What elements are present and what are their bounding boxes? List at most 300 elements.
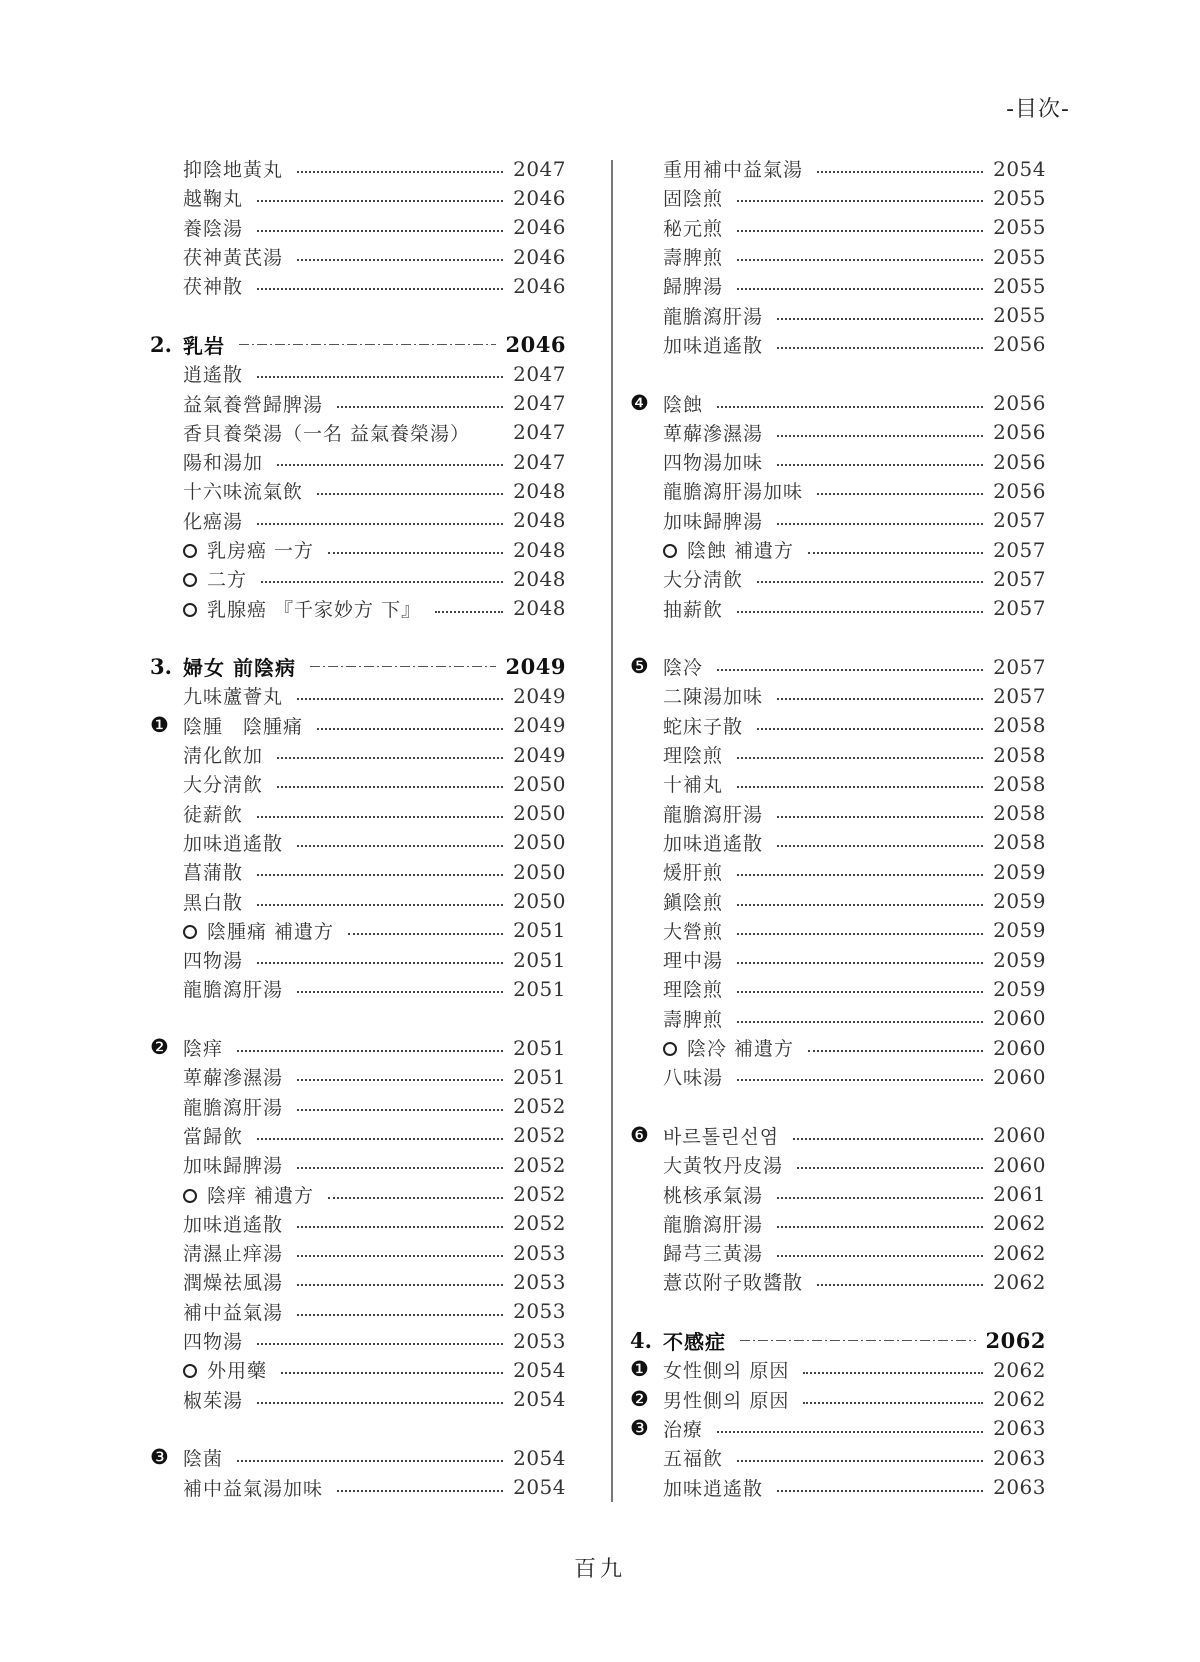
dot-leader xyxy=(797,1166,983,1169)
toc-entry[interactable] xyxy=(630,740,1046,769)
entry-label-wrap xyxy=(183,477,303,504)
toc-entry[interactable] xyxy=(630,857,1046,886)
dot-leader xyxy=(737,287,983,290)
toc-entry[interactable] xyxy=(150,447,566,476)
dot-leader xyxy=(817,492,983,495)
toc-entry[interactable] xyxy=(630,300,1046,329)
toc-entry[interactable] xyxy=(630,1179,1046,1208)
dot-leader xyxy=(257,903,503,906)
entry-label-wrap xyxy=(183,1298,283,1325)
page-ref: 2057 xyxy=(993,596,1046,621)
entry-title: 大分淸飮 xyxy=(663,569,744,592)
dot-leader xyxy=(297,1225,503,1228)
entry-title: 五福飮 xyxy=(663,1448,724,1471)
page-ref: 2049 xyxy=(513,742,566,767)
numbered-circle-icon: ❶ xyxy=(150,712,169,737)
dot-leader xyxy=(257,375,503,378)
entry-title: 龍膽瀉肝湯 xyxy=(663,803,764,826)
entry-label-wrap xyxy=(663,331,763,358)
toc-subsection[interactable] xyxy=(150,1033,566,1062)
entry-label-wrap xyxy=(663,1034,794,1061)
page-ref: 2046 xyxy=(513,244,566,269)
entry-label-wrap xyxy=(663,946,723,973)
entry-title: 女性側의 原因 xyxy=(663,1360,790,1383)
toc-entry[interactable] xyxy=(630,799,1046,828)
toc-subsection[interactable] xyxy=(630,388,1046,417)
dot-leader xyxy=(257,1401,503,1404)
dot-leader xyxy=(257,287,503,290)
dot-leader xyxy=(281,1371,503,1374)
entry-label-wrap xyxy=(183,330,225,359)
entry-label-wrap xyxy=(663,1122,779,1149)
entry-label-wrap xyxy=(183,1210,283,1237)
entry-title: 加味逍遙散 xyxy=(663,1477,764,1500)
toc-entry[interactable] xyxy=(150,1121,566,1150)
toc-subsection[interactable] xyxy=(630,652,1046,681)
toc-entry[interactable] xyxy=(630,711,1046,740)
numbered-circle-icon: ❷ xyxy=(630,1386,649,1411)
page-ref: 2052 xyxy=(513,1123,566,1148)
page-ref: 2062 xyxy=(993,1211,1046,1236)
entry-label-wrap xyxy=(663,477,803,504)
entry-title: 椒茱湯 xyxy=(183,1389,244,1412)
dot-leader xyxy=(777,844,983,847)
toc-entry[interactable] xyxy=(150,1150,566,1179)
entry-title: 四物湯 xyxy=(183,1331,244,1354)
dot-leader xyxy=(297,1313,503,1316)
entry-label-wrap xyxy=(183,1327,243,1354)
entry-label-wrap xyxy=(183,946,243,973)
entry-label-wrap xyxy=(183,829,283,856)
entry-label-wrap xyxy=(663,770,723,797)
entry-title: 越鞠丸 xyxy=(183,188,244,211)
toc-entry[interactable] xyxy=(150,916,566,945)
entry-label-wrap xyxy=(183,272,243,299)
entry-title: 煖肝煎 xyxy=(663,862,724,885)
entry-title: 龍膽瀉肝湯加味 xyxy=(663,481,804,504)
entry-label-wrap xyxy=(663,1239,763,1266)
toc-entry[interactable] xyxy=(150,242,566,271)
entry-title: 바르톨린선염 xyxy=(663,1125,780,1148)
dot-leader xyxy=(317,727,503,730)
entry-title: 香貝養榮湯（一名 益氣養榮湯） xyxy=(183,422,471,445)
toc-entry[interactable] xyxy=(630,1472,1046,1501)
dot-leader xyxy=(277,463,503,466)
toc-entry[interactable] xyxy=(630,213,1046,242)
page-ref: 2055 xyxy=(993,244,1046,269)
dot-leader xyxy=(757,727,983,730)
toc-entry[interactable] xyxy=(630,476,1046,505)
entry-title: 茯神散 xyxy=(183,276,244,299)
dot-leader xyxy=(717,668,983,671)
page-ref: 2055 xyxy=(993,303,1046,328)
entry-title: 外用藥 xyxy=(207,1360,268,1383)
entry-label-wrap xyxy=(663,243,723,270)
page-ref: 2048 xyxy=(513,537,566,562)
spacer xyxy=(150,300,566,329)
toc-entry[interactable] xyxy=(630,183,1046,212)
dot-leader xyxy=(257,229,503,232)
entry-label-wrap xyxy=(183,652,296,681)
entry-label-wrap xyxy=(183,770,263,797)
entry-label-wrap xyxy=(663,184,723,211)
toc-entry[interactable] xyxy=(150,769,566,798)
toc-entry[interactable] xyxy=(150,799,566,828)
entry-label-wrap xyxy=(663,390,703,417)
dot-leader xyxy=(777,815,983,818)
page-ref: 2047 xyxy=(513,391,566,416)
page-ref: 2058 xyxy=(993,713,1046,738)
entry-label-wrap xyxy=(663,829,763,856)
entry-label-wrap xyxy=(183,1034,223,1061)
toc-section-heading[interactable] xyxy=(630,1326,1046,1355)
page-ref: 2052 xyxy=(513,1211,566,1236)
toc-entry[interactable] xyxy=(150,213,566,242)
toc-entry[interactable] xyxy=(150,740,566,769)
page-ref: 2060 xyxy=(993,1152,1046,1177)
entry-label-wrap xyxy=(183,1444,223,1471)
entry-label-wrap xyxy=(663,1444,723,1471)
entry-title: 大分淸飮 xyxy=(183,774,264,797)
entry-title: 潤燥祛風湯 xyxy=(183,1272,284,1295)
toc-entry[interactable] xyxy=(150,476,566,505)
page-ref: 2047 xyxy=(513,156,566,181)
hollow-circle-bullet-icon xyxy=(183,925,197,939)
toc-entry[interactable] xyxy=(150,593,566,622)
dot-leader xyxy=(297,990,503,993)
dot-leader xyxy=(793,1137,983,1140)
page-ref: 2055 xyxy=(993,185,1046,210)
toc-entry[interactable] xyxy=(630,330,1046,359)
page-ref: 2057 xyxy=(993,683,1046,708)
dot-leader xyxy=(257,873,503,876)
entry-label-wrap xyxy=(183,390,323,417)
entry-label-wrap xyxy=(663,1415,703,1442)
toc-entry[interactable] xyxy=(150,1179,566,1208)
dot-leader xyxy=(737,1078,983,1081)
page-ref: 2047 xyxy=(513,449,566,474)
page-ref: 2060 xyxy=(993,1006,1046,1031)
page-ref: 2059 xyxy=(993,947,1046,972)
entry-title: 養陰湯 xyxy=(183,217,244,240)
toc-entry[interactable] xyxy=(150,359,566,388)
dot-leader xyxy=(297,258,503,261)
toc-subsection[interactable] xyxy=(150,1443,566,1472)
page-ref: 2061 xyxy=(993,1182,1046,1207)
toc-subsection[interactable] xyxy=(630,1414,1046,1443)
toc-entry[interactable] xyxy=(630,769,1046,798)
toc-entry[interactable] xyxy=(630,154,1046,183)
spacer xyxy=(150,623,566,652)
toc-section-heading[interactable] xyxy=(150,330,566,359)
entry-title: 四物湯 xyxy=(183,950,244,973)
entry-label-wrap xyxy=(183,243,283,270)
toc-entry[interactable] xyxy=(150,828,566,857)
entry-label-wrap xyxy=(663,975,723,1002)
toc-entry[interactable] xyxy=(150,564,566,593)
toc-entry[interactable] xyxy=(150,506,566,535)
entry-title: 蛇床子散 xyxy=(663,715,744,738)
dot-leader xyxy=(435,610,503,613)
toc-entry[interactable] xyxy=(150,1355,566,1384)
entry-title: 鎭陰煎 xyxy=(663,891,724,914)
toc-entry[interactable] xyxy=(630,242,1046,271)
entry-label-wrap xyxy=(663,272,723,299)
entry-title: 陰菌 xyxy=(183,1448,224,1471)
entry-label-wrap xyxy=(663,1326,726,1355)
dot-leader xyxy=(328,551,503,554)
entry-title: 陰冷 補遺方 xyxy=(687,1038,795,1061)
section-number: 2. xyxy=(150,331,172,357)
toc-section-heading[interactable] xyxy=(150,652,566,681)
entry-title: 治療 xyxy=(663,1418,704,1441)
page-ref: 2057 xyxy=(993,566,1046,591)
toc-entry[interactable] xyxy=(630,828,1046,857)
page-ref: 2050 xyxy=(513,801,566,826)
toc-entry[interactable] xyxy=(150,388,566,417)
toc-entry[interactable] xyxy=(630,1267,1046,1296)
toc-subsection[interactable] xyxy=(630,1384,1046,1413)
dot-leader xyxy=(777,522,983,525)
toc-entry[interactable] xyxy=(150,1062,566,1091)
spacer xyxy=(150,1004,566,1033)
toc-entry[interactable] xyxy=(630,593,1046,622)
toc-entry[interactable] xyxy=(150,1472,566,1501)
dot-leader xyxy=(717,405,983,408)
toc-entry[interactable] xyxy=(150,1297,566,1326)
dot-leader xyxy=(737,756,983,759)
entry-title: 陰蝕 xyxy=(663,393,704,416)
toc-subsection[interactable] xyxy=(150,711,566,740)
toc-entry[interactable] xyxy=(150,154,566,183)
entry-title: 大營煎 xyxy=(663,920,724,943)
page-ref: 2062 xyxy=(993,1387,1046,1412)
toc-entry[interactable] xyxy=(630,945,1046,974)
entry-title: 益氣養營歸脾湯 xyxy=(183,393,324,416)
dot-leader xyxy=(777,317,983,320)
page-ref: 2052 xyxy=(513,1182,566,1207)
toc-subsection[interactable] xyxy=(630,1355,1046,1384)
page-ref: 2046 xyxy=(513,185,566,210)
entry-title: 菖蒲散 xyxy=(183,862,244,885)
toc-entry[interactable] xyxy=(150,1238,566,1267)
entry-title: 淸化飮加 xyxy=(183,745,264,768)
toc-subsection[interactable] xyxy=(630,1121,1046,1150)
toc-entry[interactable] xyxy=(630,1150,1046,1179)
entry-title: 固陰煎 xyxy=(663,188,724,211)
toc-right-column xyxy=(630,154,1046,1502)
entry-title: 抑陰地黃丸 xyxy=(183,159,284,182)
page-ref: 2050 xyxy=(513,830,566,855)
entry-label-wrap xyxy=(663,1474,763,1501)
entry-title: 理陰煎 xyxy=(663,979,724,1002)
dot-leader xyxy=(777,1225,983,1228)
spacer xyxy=(630,359,1046,388)
entry-label-wrap xyxy=(183,1122,243,1149)
toc-entry[interactable] xyxy=(150,1267,566,1296)
page-ref: 2059 xyxy=(993,976,1046,1001)
entry-title: 加味逍遙散 xyxy=(183,832,284,855)
entry-label-wrap xyxy=(183,360,243,387)
hollow-circle-bullet-icon xyxy=(183,1189,197,1203)
toc-entry[interactable] xyxy=(150,945,566,974)
toc-entry[interactable] xyxy=(150,1384,566,1413)
page-ref: 2046 xyxy=(513,273,566,298)
toc-entry[interactable] xyxy=(150,681,566,710)
toc-entry[interactable] xyxy=(630,535,1046,564)
page-ref: 2053 xyxy=(513,1299,566,1324)
toc-entry[interactable] xyxy=(630,1033,1046,1062)
entry-label-wrap xyxy=(663,888,723,915)
page-ref: 2062 xyxy=(993,1269,1046,1294)
toc-entry[interactable] xyxy=(150,974,566,1003)
page-ref: 2060 xyxy=(993,1064,1046,1089)
entry-title: 龍膽瀉肝湯 xyxy=(183,979,284,1002)
page-ref: 2058 xyxy=(993,742,1046,767)
dot-leader xyxy=(237,1459,503,1462)
dot-leader xyxy=(297,844,503,847)
entry-label-wrap xyxy=(663,1005,723,1032)
dot-leader xyxy=(297,1283,503,1286)
entry-label-wrap xyxy=(663,155,803,182)
dot-leader xyxy=(237,1049,503,1052)
page-ref: 2059 xyxy=(993,918,1046,943)
entry-title: 逍遙散 xyxy=(183,364,244,387)
entry-title: 理陰煎 xyxy=(663,745,724,768)
toc-entry[interactable] xyxy=(630,681,1046,710)
dot-leader xyxy=(476,432,507,433)
page-ref: 2056 xyxy=(993,332,1046,357)
toc-entry[interactable] xyxy=(630,1238,1046,1267)
page-ref: 2049 xyxy=(505,654,566,680)
dot-leader xyxy=(777,346,983,349)
entry-label-wrap xyxy=(183,536,314,563)
entry-label-wrap xyxy=(663,419,763,446)
toc-entry[interactable] xyxy=(630,418,1046,447)
entry-title: 乳房癌 一方 xyxy=(207,540,315,562)
entry-title: 加味歸脾湯 xyxy=(183,1155,284,1178)
toc-entry[interactable] xyxy=(630,886,1046,915)
entry-title: 加味逍遙散 xyxy=(183,1213,284,1236)
dot-leader xyxy=(737,785,983,788)
page-ref: 2059 xyxy=(993,889,1046,914)
toc-entry[interactable] xyxy=(150,418,566,447)
dot-leader xyxy=(297,1166,503,1169)
toc-entry[interactable] xyxy=(630,974,1046,1003)
page-ref: 2062 xyxy=(993,1357,1046,1382)
toc-entry[interactable] xyxy=(630,506,1046,535)
toc-entry[interactable] xyxy=(630,271,1046,300)
entry-label-wrap xyxy=(183,184,243,211)
toc-entry[interactable] xyxy=(150,183,566,212)
entry-label-wrap xyxy=(183,682,283,709)
entry-title: 陰冷 xyxy=(663,657,704,680)
entry-title: 加味逍遙散 xyxy=(663,334,764,357)
entry-label-wrap xyxy=(663,595,723,622)
toc-entry[interactable] xyxy=(150,886,566,915)
entry-title: 黑白散 xyxy=(183,891,244,914)
toc-entry[interactable] xyxy=(630,1443,1046,1472)
dot-leader xyxy=(328,1196,503,1199)
page-ref: 2050 xyxy=(513,889,566,914)
dot-leader xyxy=(277,756,503,759)
dot-leader xyxy=(737,610,983,613)
page-ref: 2054 xyxy=(513,1445,566,1470)
dot-leader xyxy=(737,873,983,876)
entry-title: 二陳湯加味 xyxy=(663,686,764,709)
entry-label-wrap xyxy=(663,1268,803,1295)
page-ref: 2051 xyxy=(513,947,566,972)
entry-label-wrap xyxy=(663,653,703,680)
toc-entry[interactable] xyxy=(150,1092,566,1121)
toc-entry[interactable] xyxy=(630,1062,1046,1091)
entry-label-wrap xyxy=(183,507,243,534)
page-ref: 2055 xyxy=(993,215,1046,240)
dot-leader xyxy=(817,1283,983,1286)
dot-leader xyxy=(737,932,983,935)
toc-entry[interactable] xyxy=(150,271,566,300)
page-ref: 2056 xyxy=(993,449,1046,474)
dot-leader xyxy=(257,199,503,202)
entry-label-wrap xyxy=(183,1474,323,1501)
dot-leader xyxy=(297,1108,503,1111)
dot-leader xyxy=(257,815,503,818)
spacer xyxy=(630,623,1046,652)
toc-entry[interactable] xyxy=(630,1209,1046,1238)
dot-leader xyxy=(803,1371,983,1374)
entry-title: 陰腫 陰腫痛 xyxy=(183,715,304,738)
toc-entry[interactable] xyxy=(630,916,1046,945)
dot-leader xyxy=(337,405,503,408)
toc-entry[interactable] xyxy=(150,1209,566,1238)
entry-title: 八味湯 xyxy=(663,1067,724,1090)
toc-entry[interactable] xyxy=(150,857,566,886)
entry-title: 當歸飮 xyxy=(183,1125,244,1148)
page-ref: 2058 xyxy=(993,830,1046,855)
page-ref: 2051 xyxy=(513,976,566,1001)
toc-entry[interactable] xyxy=(150,1326,566,1355)
toc-entry[interactable] xyxy=(630,1004,1046,1033)
dot-leader xyxy=(257,1342,503,1345)
dot-leader xyxy=(737,199,983,202)
page-ref: 2046 xyxy=(505,331,566,357)
page-ref: 2055 xyxy=(993,273,1046,298)
entry-label-wrap xyxy=(183,800,243,827)
toc-entry[interactable] xyxy=(630,564,1046,593)
page-ref: 2053 xyxy=(513,1240,566,1265)
toc-entry[interactable] xyxy=(150,535,566,564)
page-ref: 2063 xyxy=(993,1416,1046,1441)
dot-leader xyxy=(297,1254,503,1257)
dot-leader xyxy=(257,1137,503,1140)
numbered-circle-icon: ❻ xyxy=(630,1122,649,1147)
entry-title: 十六味流氣飲 xyxy=(183,481,304,504)
toc-entry[interactable] xyxy=(630,447,1046,476)
dot-leader xyxy=(297,1078,503,1081)
dash-dot-leader xyxy=(740,1340,976,1342)
page-ref: 2054 xyxy=(993,156,1046,181)
entry-label-wrap xyxy=(183,858,243,885)
entry-label-wrap xyxy=(663,917,723,944)
entry-label-wrap xyxy=(663,1181,763,1208)
page-ref: 2062 xyxy=(993,1240,1046,1265)
hollow-circle-bullet-icon xyxy=(183,544,197,558)
entry-title: 加味歸脾湯 xyxy=(663,510,764,533)
entry-title: 大黃牧丹皮湯 xyxy=(663,1155,784,1178)
dot-leader xyxy=(777,1196,983,1199)
entry-label-wrap xyxy=(663,214,723,241)
dot-leader xyxy=(348,932,503,935)
